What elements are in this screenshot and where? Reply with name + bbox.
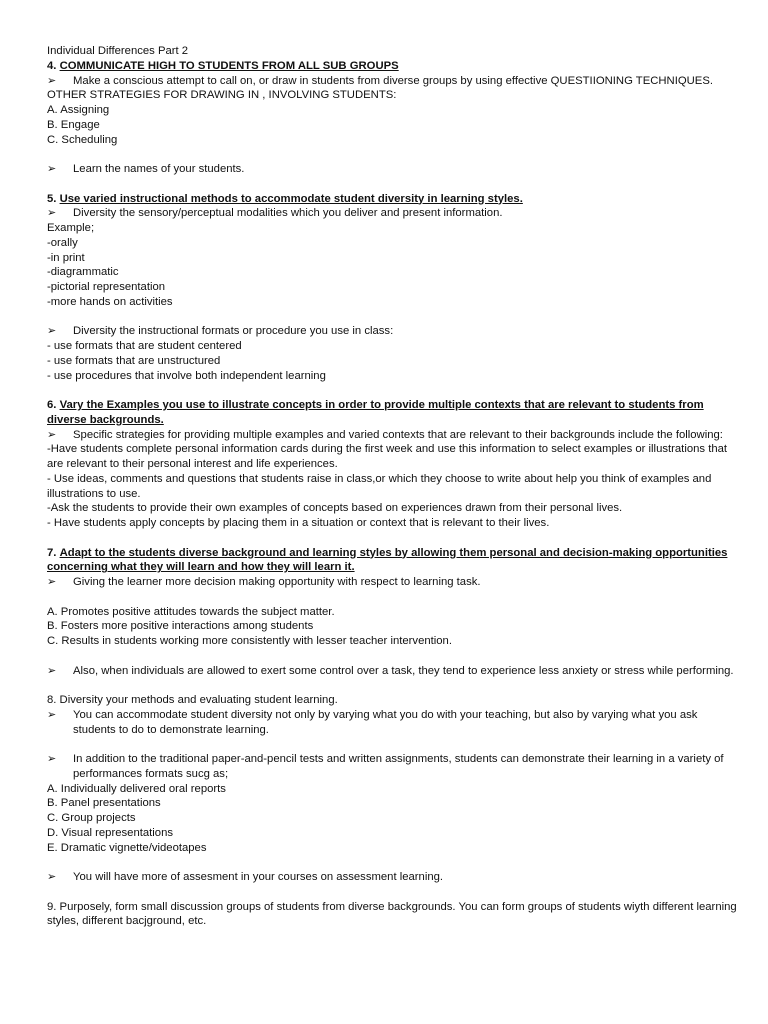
bullet-text: Specific strategies for providing multiple examples and varied contexts that are relevant to their backgrounds include the following:: [73, 428, 723, 441]
section-7-number: 7.: [47, 546, 57, 559]
example-label: Example;: [47, 222, 95, 234]
list-item: B. Panel presentations: [47, 797, 161, 810]
bullet-item: [47, 324, 737, 339]
section-5-heading: [47, 192, 737, 207]
list-item: A. Promotes positive attitudes towards the subject matter.: [47, 605, 335, 618]
list-item: - Use ideas, comments and questions that students raise in class,or which they choose to write about help you think of examples and illustrations to use.: [47, 472, 712, 500]
bullet-text: Diversity the sensory/perceptual modalities which you deliver and present information.: [73, 207, 503, 220]
list-item: -more hands on activities: [47, 295, 173, 308]
arrow-bullet-icon: ➢: [47, 753, 57, 765]
list-item: C. Scheduling: [47, 133, 118, 146]
list-item: -Have students complete personal information cards during the first week and use this information to select examples or illustrations that are relevant to their personal interest and life experiences.: [47, 443, 728, 470]
bullet-item: [47, 162, 737, 177]
list-item: A. Assigning: [47, 104, 110, 116]
arrow-bullet-icon: ➢: [47, 207, 57, 220]
list-item: - use procedures that involve both independent learning: [47, 369, 326, 382]
section-4-number: 4.: [47, 59, 57, 72]
arrow-bullet-icon: ➢: [47, 708, 57, 721]
arrow-bullet-icon: ➢: [47, 871, 57, 883]
bullet-text: Diversity the instructional formats or procedure you use in class:: [73, 325, 394, 338]
other-strategies-label: OTHER STRATEGIES FOR DRAWING IN , INVOLVING STUDENTS:: [47, 89, 397, 102]
list-item: -Ask the students to provide their own examples of concepts based on experiences drawn from their personal lives.: [47, 502, 623, 515]
bullet-text: Giving the learner more decision making opportunity with respect to learning task.: [73, 576, 481, 588]
bullet-text: Also, when individuals are allowed to exert some control over a task, they tend to experience less anxiety or stress while performing.: [73, 664, 734, 677]
bullet-item: [47, 708, 737, 738]
bullet-item: [47, 870, 737, 885]
bullet-text: Learn the names of your students.: [73, 163, 245, 175]
list-item: C. Results in students working more consistently with lesser teacher intervention.: [47, 635, 452, 647]
section-7-title: Adapt to the students diverse background and learning styles by allowing them personal and decision-making opportunities concerning what they will learn and how they will learn it.: [47, 546, 728, 574]
arrow-bullet-icon: ➢: [47, 664, 57, 677]
bullet-item: [47, 74, 737, 89]
arrow-bullet-icon: ➢: [47, 163, 57, 175]
section-8-heading: 8. Diversity your methods and evaluating student learning.: [47, 694, 338, 706]
list-item: B. Engage: [47, 118, 100, 131]
list-item: C. Group projects: [47, 812, 136, 824]
bullet-item: [47, 206, 737, 221]
list-item: -orally: [47, 236, 78, 249]
list-item: D. Visual representations: [47, 826, 174, 839]
bullet-item: [47, 575, 737, 590]
bullet-item: [47, 428, 737, 443]
list-item: -in print: [47, 251, 85, 264]
bullet-text: You can accommodate student diversity not only by varying what you do with your teaching, but also by varying what you ask students to do to demonstrate learning.: [73, 708, 698, 736]
section-9-paragraph: 9. Purposely, form small discussion groups of students from diverse backgrounds. You can form groups of students wiyth different learning styles, different bacjground, etc.: [47, 900, 737, 928]
list-item: - use formats that are student centered: [47, 340, 242, 352]
arrow-bullet-icon: ➢: [47, 325, 57, 338]
list-item: - use formats that are unstructured: [47, 354, 221, 367]
bullet-item: [47, 752, 737, 782]
list-item: A. Individually delivered oral reports: [47, 782, 226, 795]
section-6-heading: [47, 398, 737, 428]
list-item: B. Fosters more positive interactions among students: [47, 620, 314, 633]
list-item: - Have students apply concepts by placing them in a situation or context that is relevant to their lives.: [47, 517, 550, 529]
bullet-text: In addition to the traditional paper-and-pencil tests and written assignments, students can demonstrate their learning in a variety of performances formats sucg as;: [73, 753, 724, 780]
section-4-heading: [47, 59, 737, 74]
bullet-text: Make a conscious attempt to call on, or draw in students from diverse groups by using effective QUESTIIONING TECHNIQUES.: [73, 74, 713, 87]
list-item: -diagrammatic: [47, 266, 119, 279]
document-page: [47, 44, 737, 929]
section-7-heading: [47, 546, 737, 576]
section-6-title: Vary the Examples you use to illustrate concepts in order to provide multiple contexts that are relevant to students from diverse backgrounds.: [47, 399, 704, 426]
section-5-title: Use varied instructional methods to accommodate student diversity in learning styles.: [59, 192, 523, 205]
list-item: -pictorial representation: [47, 281, 166, 293]
list-item: E. Dramatic vignette/videotapes: [47, 841, 207, 854]
bullet-text: You will have more of assesment in your courses on assessment learning.: [73, 871, 444, 883]
section-5-number: 5.: [47, 192, 57, 205]
section-4-title: COMMUNICATE HIGH TO STUDENTS FROM ALL SUB GROUPS: [59, 59, 399, 72]
section-6-number: 6.: [47, 399, 57, 411]
arrow-bullet-icon: ➢: [47, 576, 57, 588]
arrow-bullet-icon: ➢: [47, 428, 57, 441]
arrow-bullet-icon: ➢: [47, 74, 57, 87]
document-title: Individual Differences Part 2: [47, 45, 189, 57]
bullet-item: [47, 664, 737, 679]
